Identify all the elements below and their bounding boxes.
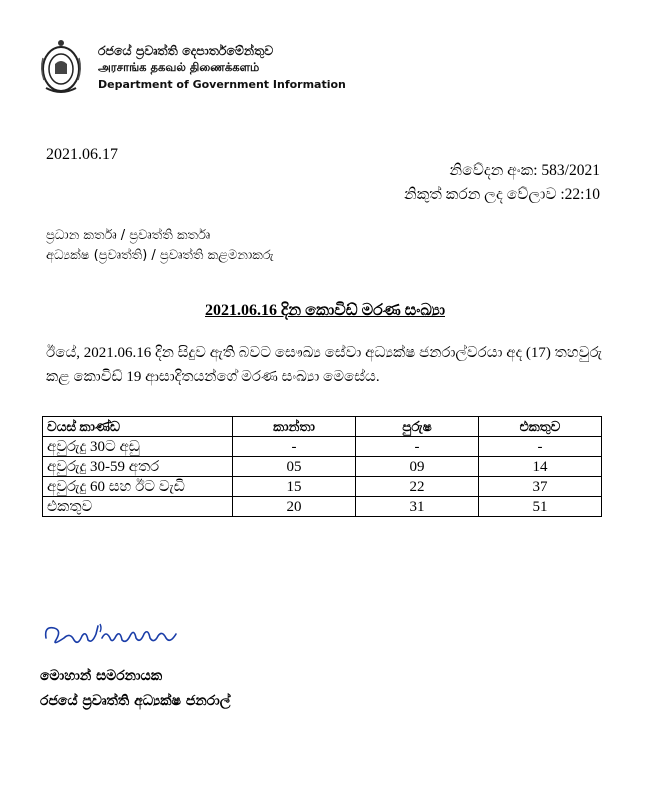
cell-age-group: අවුරුදු 30-59 අතර (43, 457, 233, 477)
cell-male: 31 (356, 497, 479, 517)
document-date: 2021.06.17 (46, 146, 118, 163)
col-male: පුරුෂ (356, 417, 479, 437)
col-female: කාන්තා (233, 417, 356, 437)
cell-total: - (479, 437, 602, 457)
signatory-title: රජයේ ප්‍රවෘත්ති අධ්‍යක්ෂ ජනරාල් (40, 693, 231, 709)
cell-total: 37 (479, 477, 602, 497)
covid-deaths-table (42, 416, 602, 517)
body-paragraph: ඊයේ, 2021.06.16 දින සිදුව ඇති බවට සෞඛ්‍ය සේවා අධ්‍යක්ෂ ජනරාල්වරයා අද (17) තහවුරු කළ කොවිඩ් 19 ආසාදිතයන්ගේ මරණ සංඛ්‍යා මෙසේය. (46, 345, 602, 385)
cell-male: - (356, 437, 479, 457)
cell-age-group: එකතුව (43, 497, 233, 517)
document-title-text: 2021.06.16 දින කොවිඩ් මරණ සංඛ්‍යා (205, 302, 445, 319)
letterhead-tamil: அரசாங்க தகவல் திணைக்களம் (98, 60, 260, 74)
cell-age-group: අවුරුදු 30ට අඩු (43, 437, 233, 457)
table-row (43, 477, 602, 497)
table-row (43, 497, 602, 517)
letterhead (98, 42, 346, 93)
letterhead-english: Department of Government Information (98, 78, 346, 91)
cell-total: 14 (479, 457, 602, 477)
cell-female: 05 (233, 457, 356, 477)
handwritten-signature (40, 618, 220, 660)
cell-age-group: අවුරුදු 60 සහ ඊට වැඩි (43, 477, 233, 497)
cell-male: 22 (356, 477, 479, 497)
table-row (43, 457, 602, 477)
cell-female: - (233, 437, 356, 457)
cell-female: 15 (233, 477, 356, 497)
cell-male: 09 (356, 457, 479, 477)
addressee-line-1: ප්‍රධාන කර්තෘ / ප්‍රවෘත්ති කර්තෘ (46, 228, 211, 243)
col-age-group: වයස් කාණ්ඩ (43, 417, 233, 437)
cell-female: 20 (233, 497, 356, 517)
table-header-row (43, 417, 602, 437)
col-total: එකතුව (479, 417, 602, 437)
addressee-line-2: අධ්‍යක්ෂ (ප්‍රවෘත්ති) / ප්‍රවෘත්ති කළමනාකරු (46, 248, 274, 263)
signatory-name: මොහාන් සමරනායක (40, 668, 163, 684)
reference-number: නිවේදන අංක: 583/2021 (449, 162, 600, 179)
release-time: නිකුත් කරන ලද වේලාව :22:10 (404, 186, 600, 203)
letterhead-sinhala: රජයේ ප්‍රවෘත්ති දෙපාර්තමේන්තුව (98, 43, 274, 58)
government-emblem-logo (38, 38, 84, 96)
cell-total: 51 (479, 497, 602, 517)
table-row (43, 437, 602, 457)
document-title (0, 302, 650, 320)
